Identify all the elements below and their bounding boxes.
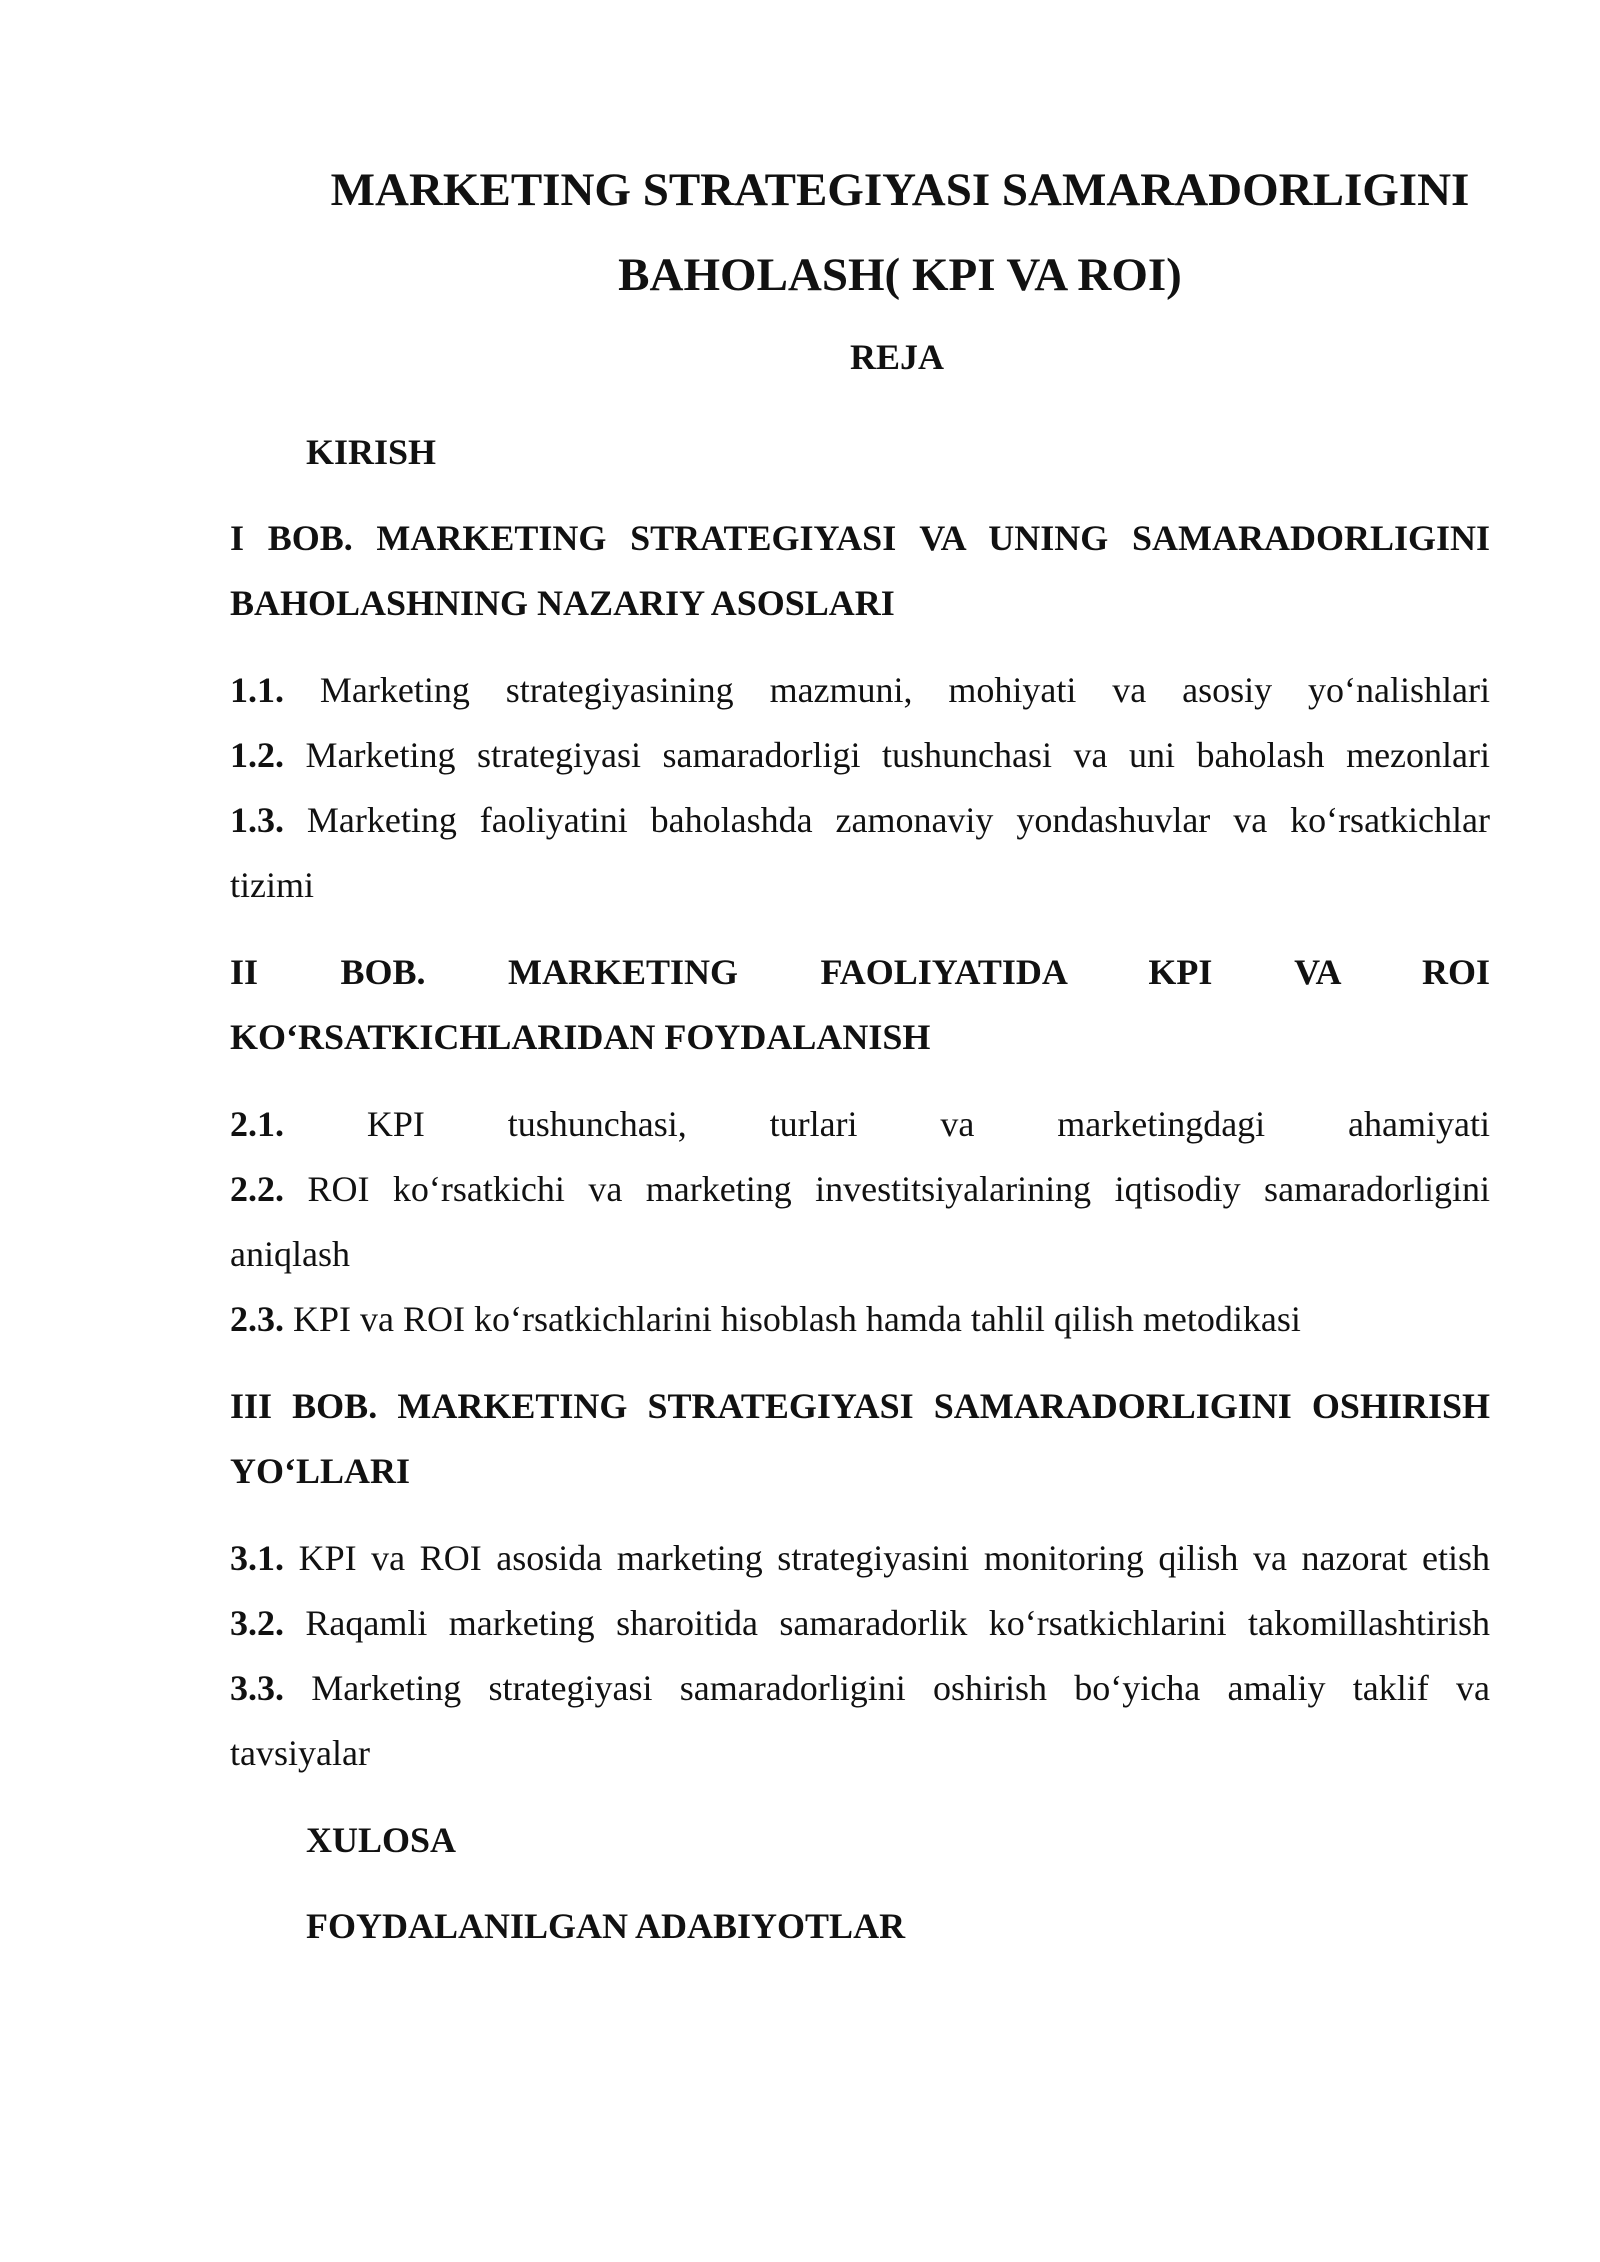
item-text: ROI ko‘rsatkichi va marketing investitsiyalarining iqtisodiy samaradorligini — [284, 1169, 1490, 1209]
item-number: 1.2. — [230, 735, 284, 775]
item-text: Marketing strategiyasining mazmuni, mohiyati va asosiy yo‘nalishlari — [284, 670, 1490, 710]
item-number: 1.1. — [230, 670, 284, 710]
item-text: Raqamli marketing sharoitida samaradorlik ko‘rsatkichlarini takomillashtirish — [284, 1603, 1490, 1643]
item-number: 2.3. — [230, 1299, 284, 1339]
toc-item-1-1 — [230, 658, 1490, 723]
item-text: Marketing faoliyatini baholashda zamonaviy yondashuvlar va ko‘rsatkichlar — [284, 800, 1490, 840]
chapter3-heading-line-2: YO‘LLARI — [230, 1451, 411, 1491]
toc-item-1-3 — [230, 788, 1490, 853]
item-number: 3.1. — [230, 1538, 284, 1578]
item-text: KPI va ROI ko‘rsatkichlarini hisoblash hamda tahlil qilish metodikasi — [284, 1299, 1301, 1339]
intro-heading: KIRISH — [306, 432, 437, 472]
item-number: 3.2. — [230, 1603, 284, 1643]
item-text: Marketing strategiyasi samaradorligini oshirish bo‘yicha amaliy taklif va — [284, 1668, 1490, 1708]
document-title — [310, 148, 1490, 318]
conclusion-heading: XULOSA — [306, 1820, 457, 1860]
item-number: 3.3. — [230, 1668, 284, 1708]
references-heading: FOYDALANILGAN ADABIYOTLAR — [306, 1906, 906, 1946]
toc-item-2-1 — [230, 1092, 1490, 1157]
toc-item-3-2 — [230, 1591, 1490, 1656]
toc-item-3-3-continuation: tavsiyalar — [230, 1733, 370, 1773]
toc-item-1-2 — [230, 723, 1490, 788]
toc-item-2-3 — [230, 1287, 1490, 1352]
toc-item-3-3 — [230, 1656, 1490, 1721]
toc-item-3-1 — [230, 1526, 1490, 1591]
chapter2-heading-line-2: KO‘RSATKICHLARIDAN FOYDALANISH — [230, 1017, 931, 1057]
title-line-1: MARKETING STRATEGIYASI SAMARADORLIGINI — [330, 164, 1470, 216]
title-line-2: BAHOLASH( KPI VA ROI) — [618, 249, 1182, 301]
item-number: 2.2. — [230, 1169, 284, 1209]
item-text: Marketing strategiyasi samaradorligi tushunchasi va uni baholash mezonlari — [284, 735, 1490, 775]
item-text: KPI tushunchasi, turlari va marketingdagi ahamiyati — [284, 1104, 1490, 1144]
chapter1-heading-line-1: I BOB. MARKETING STRATEGIYASI VA UNING SAMARADORLIGINI — [230, 518, 1490, 558]
item-text: KPI va ROI asosida marketing strategiyasini monitoring qilish va nazorat etish — [284, 1538, 1490, 1578]
item-number: 2.1. — [230, 1104, 284, 1144]
plan-heading: REJA — [850, 337, 945, 377]
chapter1-heading-line-2: BAHOLASHNING NAZARIY ASOSLARI — [230, 583, 895, 623]
chapter3-heading-line-1: III BOB. MARKETING STRATEGIYASI SAMARADORLIGINI OSHIRISH — [230, 1386, 1490, 1426]
toc-item-2-2 — [230, 1157, 1490, 1222]
toc-item-1-3-continuation: tizimi — [230, 865, 314, 905]
item-number: 1.3. — [230, 800, 284, 840]
chapter2-heading-line-1: II BOB. MARKETING FAOLIYATIDA KPI VA ROI — [230, 952, 1490, 992]
toc-item-2-2-continuation: aniqlash — [230, 1234, 350, 1274]
